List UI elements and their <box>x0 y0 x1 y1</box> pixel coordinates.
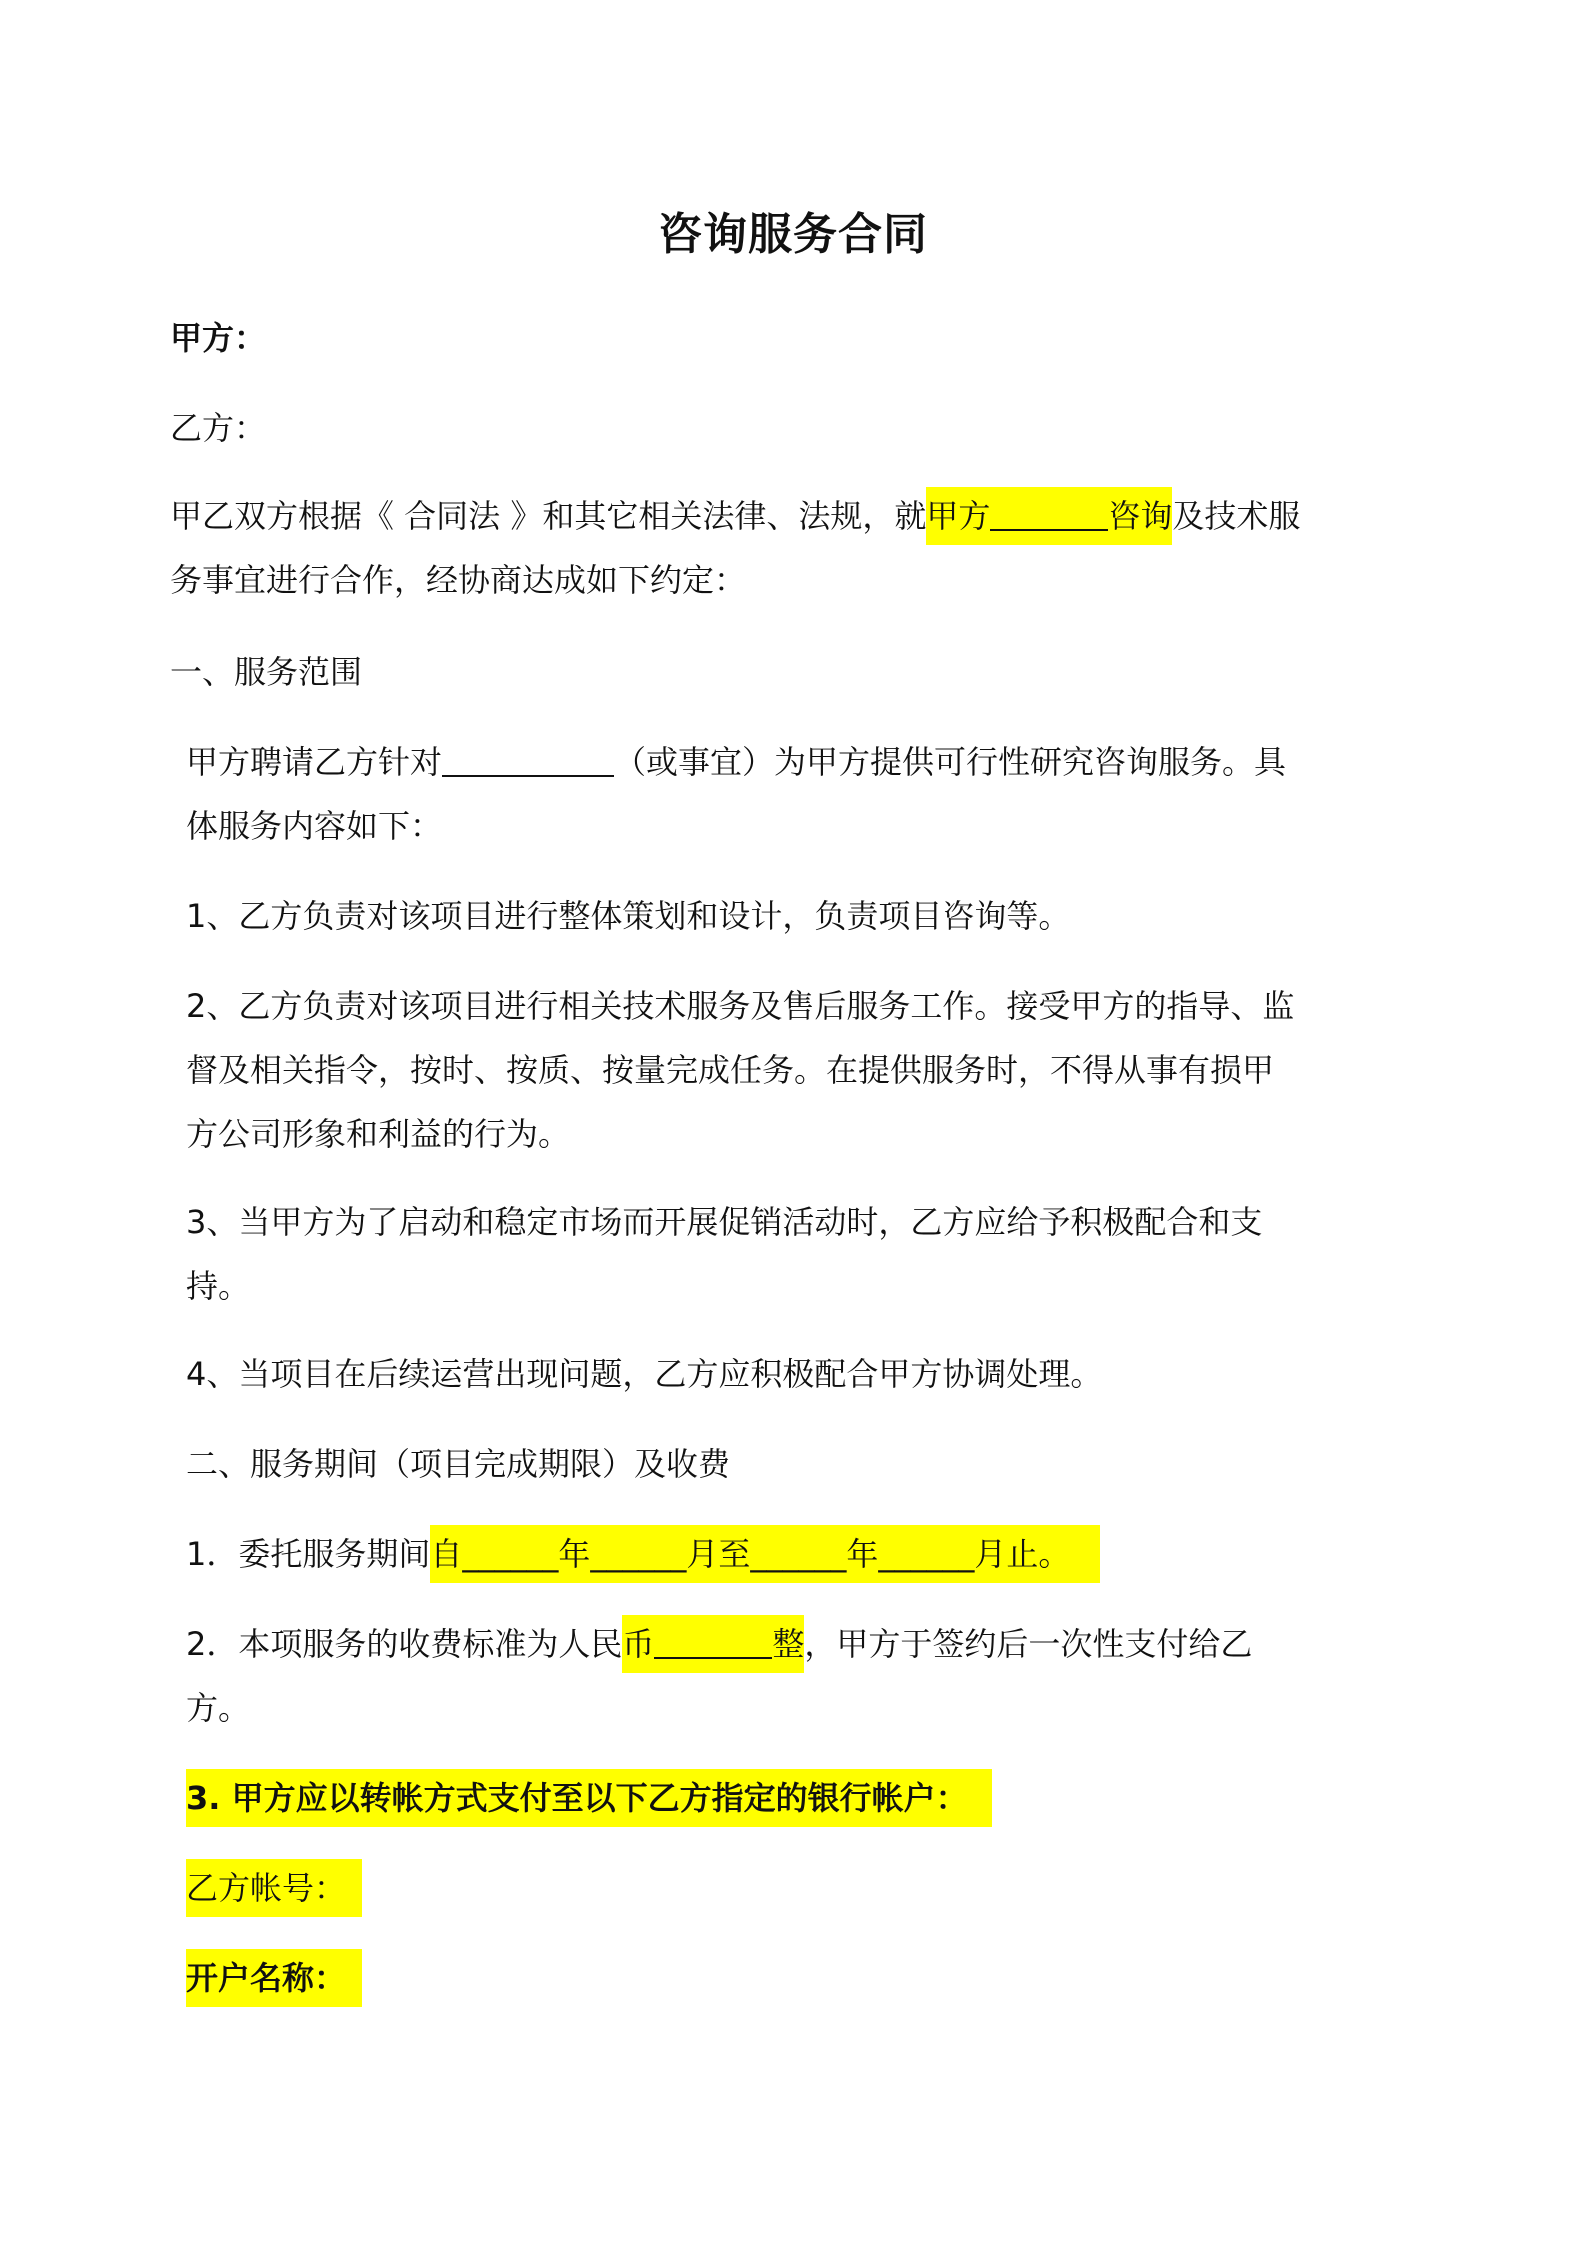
section-1-heading: 一、服务范围 <box>170 653 363 691</box>
fee-item-1-text: 1．委托服务期间 <box>186 1535 431 1573</box>
fee-item-2-line-2: 方。 <box>186 1689 251 1727</box>
service-period-highlight: 自______年______月至______年______月止。 <box>430 1525 1100 1583</box>
fee-item-2-line-1 <box>186 1624 1252 1664</box>
intro-text: 甲乙双方根据《 合同法 》和其它相关法律、法规，就 <box>170 497 927 535</box>
payment-instruction-text: 3. 甲方应以转帐方式支付至以下乙方指定的银行帐户： <box>186 1769 992 1827</box>
account-number-label: 乙方帐号： <box>186 1859 362 1917</box>
party-b-label: 乙方： <box>170 409 267 447</box>
scope-item-3-line-1: 3、当甲方为了启动和稳定市场而开展促销活动时，乙方应给予积极配合和支 <box>186 1203 1263 1241</box>
party-a-label: 甲方： <box>170 319 267 357</box>
scope-item-4: 4、当项目在后续运营出现问题，乙方应积极配合甲方协调处理。 <box>186 1355 1103 1393</box>
section-1-paragraph-line-1 <box>186 742 1286 782</box>
fee-currency: 币 <box>622 1625 655 1663</box>
scope-project-blank[interactable] <box>442 745 614 777</box>
section-1-paragraph-line-2: 体服务内容如下： <box>186 807 443 845</box>
document-title: 咨询服务合同 <box>658 209 928 260</box>
scope-item-1: 1、乙方负责对该项目进行整体策划和设计，负责项目咨询等。 <box>186 897 1071 935</box>
scope-item-2-line-3: 方公司形象和利益的行为。 <box>186 1115 571 1153</box>
scope-item-2-line-2: 督及相关指令，按时、按质、按量完成任务。在提供服务时，不得从事有损甲 <box>186 1051 1275 1089</box>
scope-text-tail: （或事宜）为甲方提供可行性研究咨询服务。具 <box>614 743 1287 781</box>
intro-line-2: 务事宜进行合作，经协商达成如下约定： <box>170 561 747 599</box>
fee-item-1 <box>186 1534 1100 1574</box>
intro-line-1 <box>170 496 1300 536</box>
scope-item-2-line-1: 2、乙方负责对该项目进行相关技术服务及售后服务工作。接受甲方的指导、监 <box>186 987 1295 1025</box>
fee-whole: 整 <box>772 1625 805 1663</box>
intro-text-tail: 及技术服 <box>1172 497 1301 535</box>
scope-item-3-line-2: 持。 <box>186 1267 251 1305</box>
fee-amount-blank[interactable] <box>654 1627 772 1659</box>
fee-item-2-tail: ，甲方于签约后一次性支付给乙 <box>804 1625 1253 1663</box>
intro-highlight-party-a: 甲方 <box>926 497 991 535</box>
account-number-line <box>186 1868 362 1908</box>
fee-item-2-text: 2．本项服务的收费标准为人民 <box>186 1625 623 1663</box>
payment-instruction <box>186 1778 992 1818</box>
account-name-label: 开户名称： <box>186 1949 362 2007</box>
intro-blank[interactable] <box>990 499 1108 531</box>
intro-highlight-consult: 咨询 <box>1108 497 1173 535</box>
scope-text: 甲方聘请乙方针对 <box>186 743 443 781</box>
account-name-line <box>186 1958 362 1998</box>
section-2-heading: 二、服务期间（项目完成期限）及收费 <box>186 1445 731 1483</box>
